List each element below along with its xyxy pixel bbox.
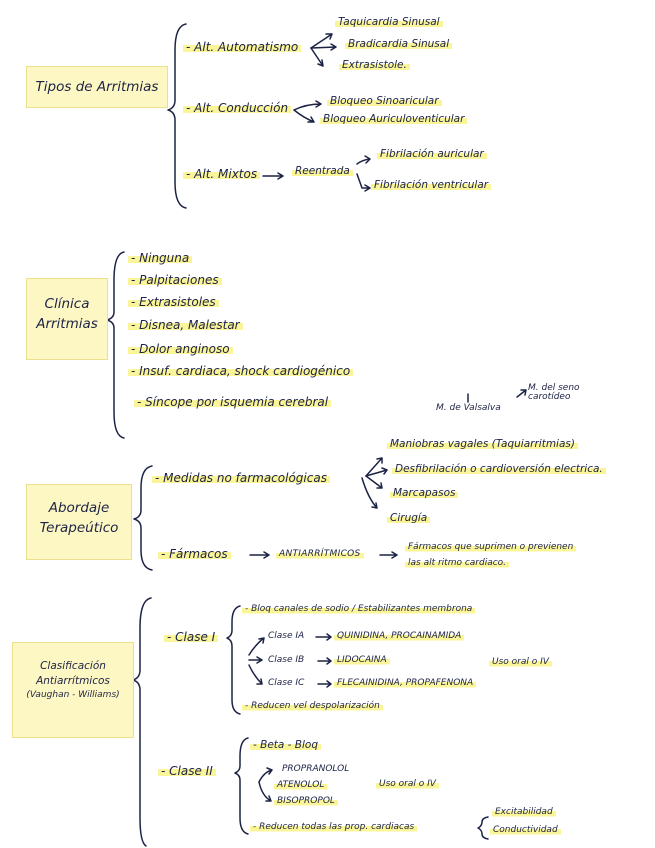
clinica-item-6: - Insuf. cardiaca, shock cardiogénico (128, 365, 353, 377)
taquicardia-text: Taquicardia Sinusal (335, 17, 443, 28)
clase1-bullet2: - Reducen vel despolarización (242, 702, 383, 711)
clase-ia-drugs: QUINIDINA, PROCAINAMIDA (334, 632, 464, 641)
clase2-brace (235, 738, 248, 834)
arrow-seno (517, 390, 526, 397)
clase2-bullet1: - Beta - Bloq (250, 740, 321, 751)
arrow-ib-drugs (318, 658, 331, 664)
excitabilidad-text: Excitabilidad (492, 808, 556, 817)
clase-ib-text: Clase IB (268, 655, 305, 665)
clase1-bullet1: - Bloq canales de sodio / Estabilizantes membrona (242, 605, 475, 614)
arrow-marcapasos (366, 476, 382, 488)
arrow-clase-ia (249, 638, 264, 655)
clinica-item-5: - Dolor anginoso (128, 343, 233, 355)
extrasistole-text: Extrasistole. (339, 60, 410, 71)
clasificacion-title-3: (Vaughan - Williams) (26, 690, 120, 701)
mixtos-label: - Alt. Mixtos (183, 168, 260, 180)
clinica-title-2: Arritmias (36, 315, 98, 332)
arrow-propranolol (259, 768, 272, 782)
no-farmaco-label: - Medidas no farmacológicas (152, 472, 330, 484)
fib-auricular-text: Fibrilación auricular (377, 149, 487, 160)
arrow-fib-ventricular (357, 174, 370, 191)
section3-brace (134, 466, 152, 570)
clase-ib-drugs: LIDOCAINA (334, 656, 390, 665)
bloqueo-av-text: Bloqueo Auriculoventicular (320, 114, 467, 125)
propranolol-text: PROPRANOLOL (282, 764, 350, 774)
clasificacion-title-2: Antiarrítmicos (36, 675, 110, 688)
clinica-item-1: - Ninguna (128, 252, 192, 264)
fib-ventricular-text: Fibrilación ventricular (371, 180, 491, 191)
tipos-title-box (26, 66, 168, 108)
bisoprolol-text: BISOPROPOL (274, 797, 338, 806)
farmacos-desc-1: Fármacos que suprimen o previenen (405, 543, 576, 552)
arrow-farmacos (250, 552, 269, 558)
automatismo-label: - Alt. Automatismo (183, 41, 301, 53)
section4-brace (133, 598, 151, 846)
abordaje-title-1: Abordaje (48, 500, 110, 516)
clase1-brace (227, 606, 240, 714)
farmacos-desc-2: las alt ritmo cardiaco. (405, 559, 509, 568)
clase2-uso: Uso oral o IV (376, 780, 439, 789)
effects-brace (478, 817, 488, 839)
clinica-item-4: - Disnea, Malestar (128, 319, 243, 331)
clase-ic-drugs: FLECAINIDINA, PROPAFENONA (334, 679, 476, 688)
valsalva-note: M. de Valsalva (436, 403, 501, 413)
conduccion-label: - Alt. Conducción (183, 102, 291, 114)
desfib-text: Desfibrilación o cardioversión electrica. (392, 464, 606, 475)
arrow-clase-ib (249, 657, 262, 663)
atenolol-text: ATENOLOL (274, 781, 327, 790)
clinica-title-1: Clínica (44, 296, 90, 312)
antiarritmicos-label: ANTIARRÍTMICOS (276, 550, 364, 559)
abordaje-title-box (26, 484, 132, 560)
clinica-item-2: - Palpitaciones (128, 274, 222, 286)
arrow-reentrada (263, 173, 283, 179)
clase1-uso: Uso oral o IV (489, 658, 552, 667)
conductividad-text: Conductividad (490, 826, 561, 835)
arrow-taquicardia (311, 34, 332, 48)
abordaje-title-2: Terapeútico (39, 519, 119, 536)
clinica-item-7: - Síncope por isquemia cerebral (134, 396, 331, 408)
seno-note: M. del seno carotídeo (528, 383, 580, 403)
cirugia-text: Cirugía (387, 513, 430, 524)
arrow-ic-drugs (318, 681, 331, 687)
arrow-bisoprolol (259, 782, 271, 801)
arrow-ia-drugs (316, 634, 331, 640)
bloqueo-sa-text: Bloqueo Sinoaricular (327, 96, 442, 107)
clasificacion-title-1: Clasificación (40, 660, 106, 672)
clase-ic-text: Clase IC (268, 678, 305, 688)
section2-brace (107, 252, 124, 438)
arrow-fib-auricular (357, 156, 370, 164)
arrow-bloqueo-sa (294, 101, 321, 110)
clinica-title-box (26, 278, 108, 360)
tipos-title: Tipos de Arritmias (35, 79, 159, 95)
reentrada-text: Reentrada (292, 166, 353, 177)
marcapasos-text: Marcapasos (390, 488, 458, 499)
clinica-item-3: - Extrasistoles (128, 296, 219, 308)
arrow-antiarritmicos (380, 552, 397, 558)
bradicardia-text: Bradicardia Sinusal (345, 39, 452, 50)
clase1-label: - Clase I (164, 631, 218, 643)
farmacos-label: - Fármacos (158, 548, 231, 560)
clase2-label: - Clase II (158, 765, 216, 777)
clase2-bullet2: - Reducen todas las prop. cardiacas (250, 823, 417, 832)
clasificacion-title-box (12, 642, 134, 738)
clase-ia-text: Clase IA (268, 631, 305, 641)
arrow-bloqueo-av (294, 110, 314, 122)
vagales-text: Maniobras vagales (Taquiarritmias) (387, 439, 578, 450)
arrow-extrasistole (311, 48, 323, 66)
arrow-clase-ic (249, 665, 262, 684)
